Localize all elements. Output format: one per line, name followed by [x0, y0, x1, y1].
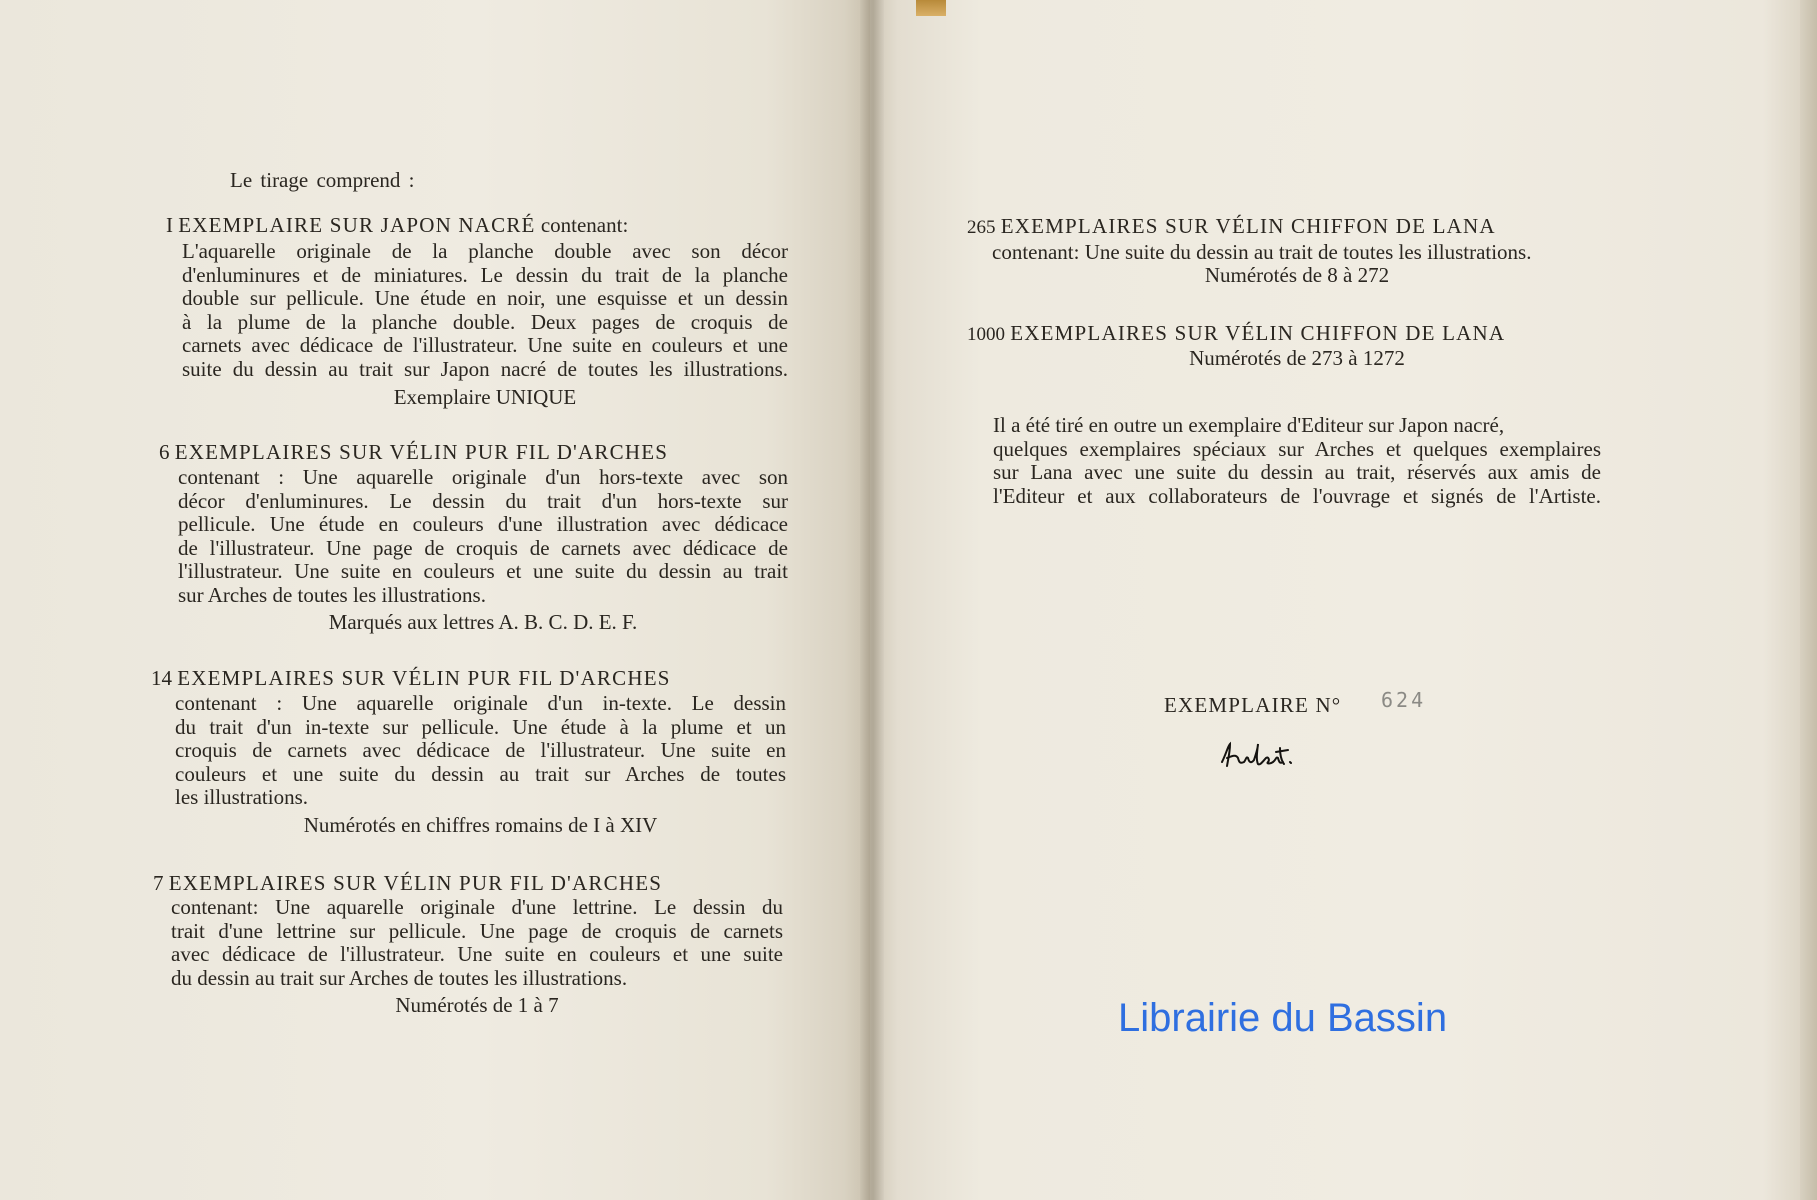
section-4-count: 7 — [153, 871, 164, 895]
section-3-count: 14 — [151, 666, 172, 690]
section-4-line: trait d'une lettrine sur pellicule. Une page de croquis de carnets — [171, 918, 783, 943]
bookseller-watermark: Librairie du Bassin — [1118, 996, 1448, 1040]
section-1-line: à la plume de la planche double. Deux pages de croquis de — [182, 309, 788, 334]
section-2-line: de l'illustrateur. Une page de croquis de carnets avec dédicace de — [178, 535, 788, 560]
section-3-line: du trait d'un in-texte sur pellicule. Une étude à la plume et un — [175, 714, 786, 739]
exemplaire-number: 624 — [1381, 688, 1427, 712]
section-4-line: du dessin au trait sur Arches de toutes les illustrations. — [171, 965, 628, 990]
intro-text: Le tirage comprend : — [230, 168, 415, 192]
section-2-title: EXEMPLAIRES SUR VÉLIN PUR FIL D'ARCHES — [174, 440, 669, 464]
section-5-note: Numérotés de 8 à 272 — [1204, 263, 1390, 287]
section-4-note: Numérotés de 1 à 7 — [395, 993, 559, 1017]
section-1-heading — [166, 214, 628, 238]
section-3-line: croquis de carnets avec dédicace de l'illustrateur. Une suite en — [175, 738, 786, 763]
section-5-line: contenant: Une suite du dessin au trait de toutes les illustrations. — [992, 240, 1532, 264]
section-3-line: contenant : Une aquarelle originale d'un in-texte. Le dessin — [175, 691, 786, 715]
section-1-line: L'aquarelle originale de la planche double avec son décor — [182, 239, 788, 263]
section-2-line: sur Arches de toutes les illustrations. — [178, 582, 486, 607]
artist-signature — [1218, 736, 1298, 772]
exemplaire-label: EXEMPLAIRE N° — [1164, 693, 1342, 717]
section-1-count: I — [166, 213, 173, 237]
bookmark-ribbon — [916, 0, 946, 16]
extra-paragraph — [993, 414, 1601, 508]
page-edges — [1800, 0, 1817, 1200]
section-4-heading — [153, 872, 662, 896]
section-4-title: EXEMPLAIRES SUR VÉLIN PUR FIL D'ARCHES — [168, 871, 663, 895]
extra-line: quelques exemplaires spéciaux sur Arches et quelques exemplaires — [993, 436, 1601, 461]
section-4-line: contenant: Une aquarelle originale d'une lettrine. Le dessin du — [171, 895, 783, 919]
section-6-count: 1000 — [967, 324, 1005, 345]
section-3-heading — [151, 667, 671, 691]
section-5-count: 265 — [967, 217, 996, 238]
section-6-title: EXEMPLAIRES SUR VÉLIN CHIFFON DE LANA — [1010, 321, 1506, 345]
extra-line: sur Lana avec une suite du dessin au trait, réservés aux amis de — [993, 460, 1601, 485]
section-1-title: EXEMPLAIRE SUR JAPON NACRÉ — [178, 213, 536, 237]
section-3-title: EXEMPLAIRES SUR VÉLIN PUR FIL D'ARCHES — [177, 666, 671, 690]
section-2-note: Marqués aux lettres A. B. C. D. E. F. — [328, 610, 638, 634]
section-5-heading — [967, 215, 1496, 240]
extra-line: Il a été tiré en outre un exemplaire d'Editeur sur Japon nacré, — [993, 413, 1505, 437]
book-gutter — [860, 0, 884, 1200]
section-1-lead: contenant: — [540, 213, 629, 237]
section-2-heading — [159, 441, 668, 465]
section-2-count: 6 — [159, 440, 170, 464]
section-2-line: contenant : Une aquarelle originale d'un hors-texte avec son — [178, 465, 788, 489]
extra-line: l'Editeur et aux collaborateurs de l'ouvrage et signés de l'Artiste. — [993, 483, 1601, 508]
section-6-heading — [967, 322, 1505, 347]
section-1-note: Exemplaire UNIQUE — [393, 385, 577, 409]
section-4-body — [171, 896, 783, 990]
section-2-line: décor d'enluminures. Le dessin du trait d'un hors-texte sur — [178, 488, 788, 513]
section-1-line: d'enluminures et de miniatures. Le dessin du trait de la planche — [182, 262, 788, 287]
section-2-body — [178, 466, 788, 608]
section-5-title: EXEMPLAIRES SUR VÉLIN CHIFFON DE LANA — [1000, 214, 1496, 238]
section-3-line: couleurs et une suite du dessin au trait sur Arches de toutes — [175, 761, 786, 786]
section-1-line: suite du dessin au trait sur Japon nacré de toutes les illustrations. — [182, 356, 788, 381]
section-1-line: double sur pellicule. Une étude en noir, une esquisse et un dessin — [182, 286, 788, 311]
section-3-body — [175, 692, 786, 810]
section-1-body — [182, 240, 788, 382]
section-3-note: Numérotés en chiffres romains de I à XIV — [303, 813, 658, 837]
section-1-line: carnets avec dédicace de l'illustrateur. Une suite en couleurs et une — [182, 333, 788, 358]
section-2-line: l'illustrateur. Une suite en couleurs et une suite du dessin au trait — [178, 559, 788, 584]
section-6-note: Numérotés de 273 à 1272 — [1189, 346, 1405, 370]
section-3-line: les illustrations. — [175, 785, 308, 810]
section-4-line: avec dédicace de l'illustrateur. Une suite en couleurs et une suite — [171, 942, 783, 967]
section-2-line: pellicule. Une étude en couleurs d'une illustration avec dédicace — [178, 512, 788, 537]
